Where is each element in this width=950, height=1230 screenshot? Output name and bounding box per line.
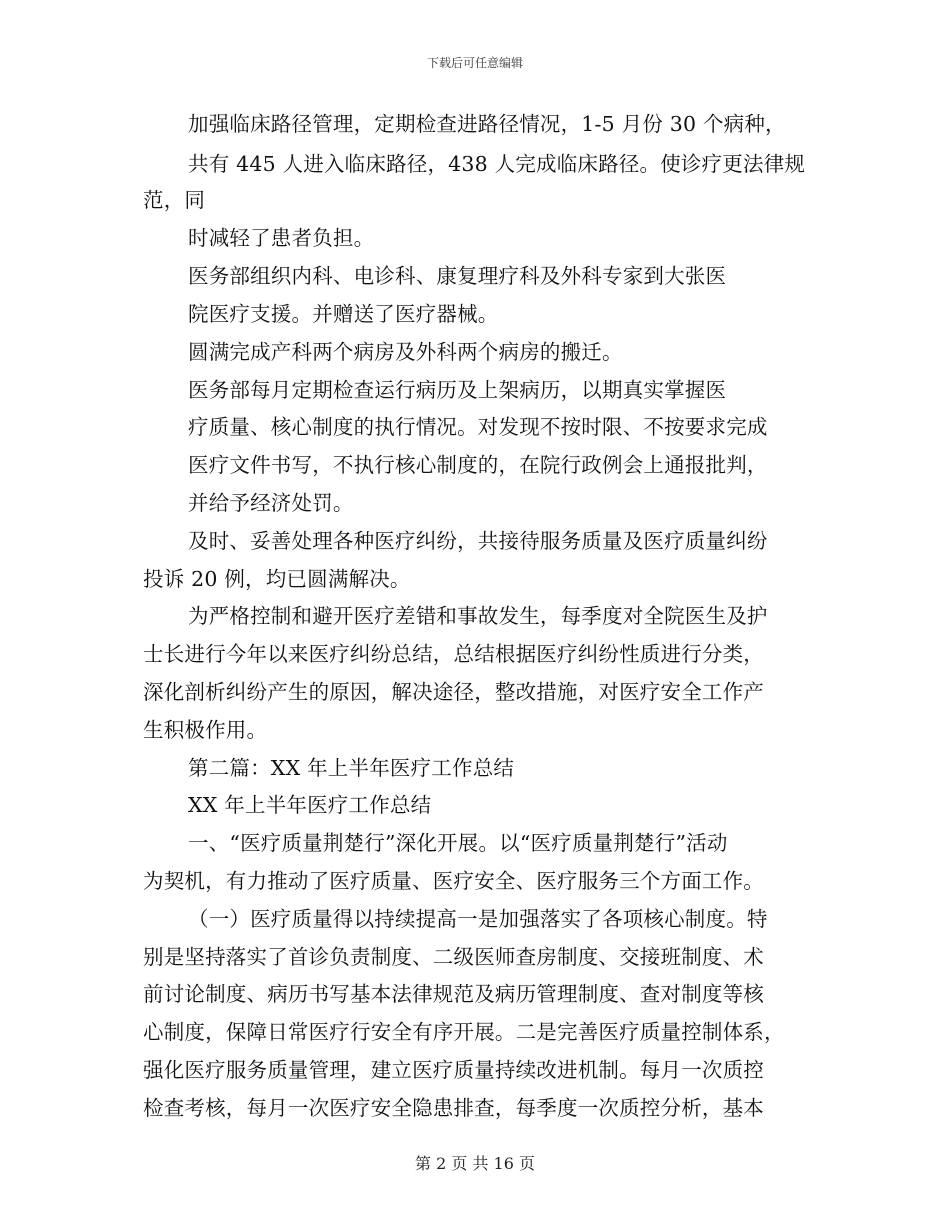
body-line: 时减轻了患者负担。 — [188, 226, 375, 250]
body-line: 心制度，保障日常医疗行安全有序开展。二是完善医疗质量控制体系， — [143, 1020, 785, 1044]
document-title: XX 年上半年医疗工作总结 — [188, 793, 432, 817]
body-line: 一、“医疗质量荆楚行”深化开展。以“医疗质量荆楚行”活动 — [188, 831, 728, 855]
body-line: 投诉 20 例，均已圆满解决。 — [143, 567, 411, 591]
body-line: 医务部每月定期检查运行病历及上架病历，以期真实掌握医 — [188, 378, 727, 402]
body-line: 检查考核，每月一次医疗安全隐患排查，每季度一次质控分析，基本 — [143, 1096, 764, 1120]
body-line: 为契机，有力推动了医疗质量、医疗安全、医疗服务三个方面工作。 — [143, 869, 764, 893]
body-line: 及时、妥善处理各种医疗纠纷，共接待服务质量及医疗质量纠纷 — [188, 529, 768, 553]
body-line: 疗质量、核心制度的执行情况。对发现不按时限、不按要求完成 — [188, 415, 768, 439]
body-line: 共有 445 人进入临床路径，438 人完成临床路径。使诊疗更法律规 — [188, 152, 806, 176]
body-line: 生积极作用。 — [143, 718, 268, 742]
body-line: 深化剖析纠纷产生的原因，解决途径，整改措施，对医疗安全工作产 — [143, 680, 764, 704]
body-line: （一）医疗质量得以持续提高一是加强落实了各项核心制度。特 — [188, 907, 768, 931]
body-line: 别是坚持落实了首诊负责制度、二级医师查房制度、交接班制度、术 — [143, 945, 764, 969]
body-line: 前讨论制度、病历书写基本法律规范及病历管理制度、查对制度等核 — [143, 982, 764, 1006]
body-line: 为严格控制和避开医疗差错和事故发生，每季度对全院医生及护 — [188, 604, 768, 628]
document-body — [0, 110, 950, 1170]
body-line: 士长进行今年以来医疗纠纷总结，总结根据医疗纠纷性质进行分类， — [143, 642, 764, 666]
body-line: 院医疗支援。并赠送了医疗器械。 — [188, 302, 499, 326]
body-line: 并给予经济处罚。 — [188, 491, 354, 515]
page-header: 下载后可任意编辑 — [426, 56, 523, 70]
body-line: 医务部组织内科、电诊科、康复理疗科及外科专家到大张医 — [188, 264, 727, 288]
body-line: 医疗文件书写，不执行核心制度的，在院行政例会上通报批判， — [188, 453, 768, 477]
body-line: 加强临床路径管理，定期检查进路径情况，1-5 月份 30 个病种， — [188, 112, 786, 136]
section-heading: 第二篇：XX 年上半年医疗工作总结 — [188, 756, 515, 780]
body-line: 圆满完成产科两个病房及外科两个病房的搬迁。 — [188, 340, 623, 364]
body-line: 强化医疗服务质量管理，建立医疗质量持续改进机制。每月一次质控 — [143, 1058, 764, 1082]
page-number: 第 2 页 共 16 页 — [415, 1154, 535, 1173]
body-line: 范，同 — [143, 188, 206, 212]
